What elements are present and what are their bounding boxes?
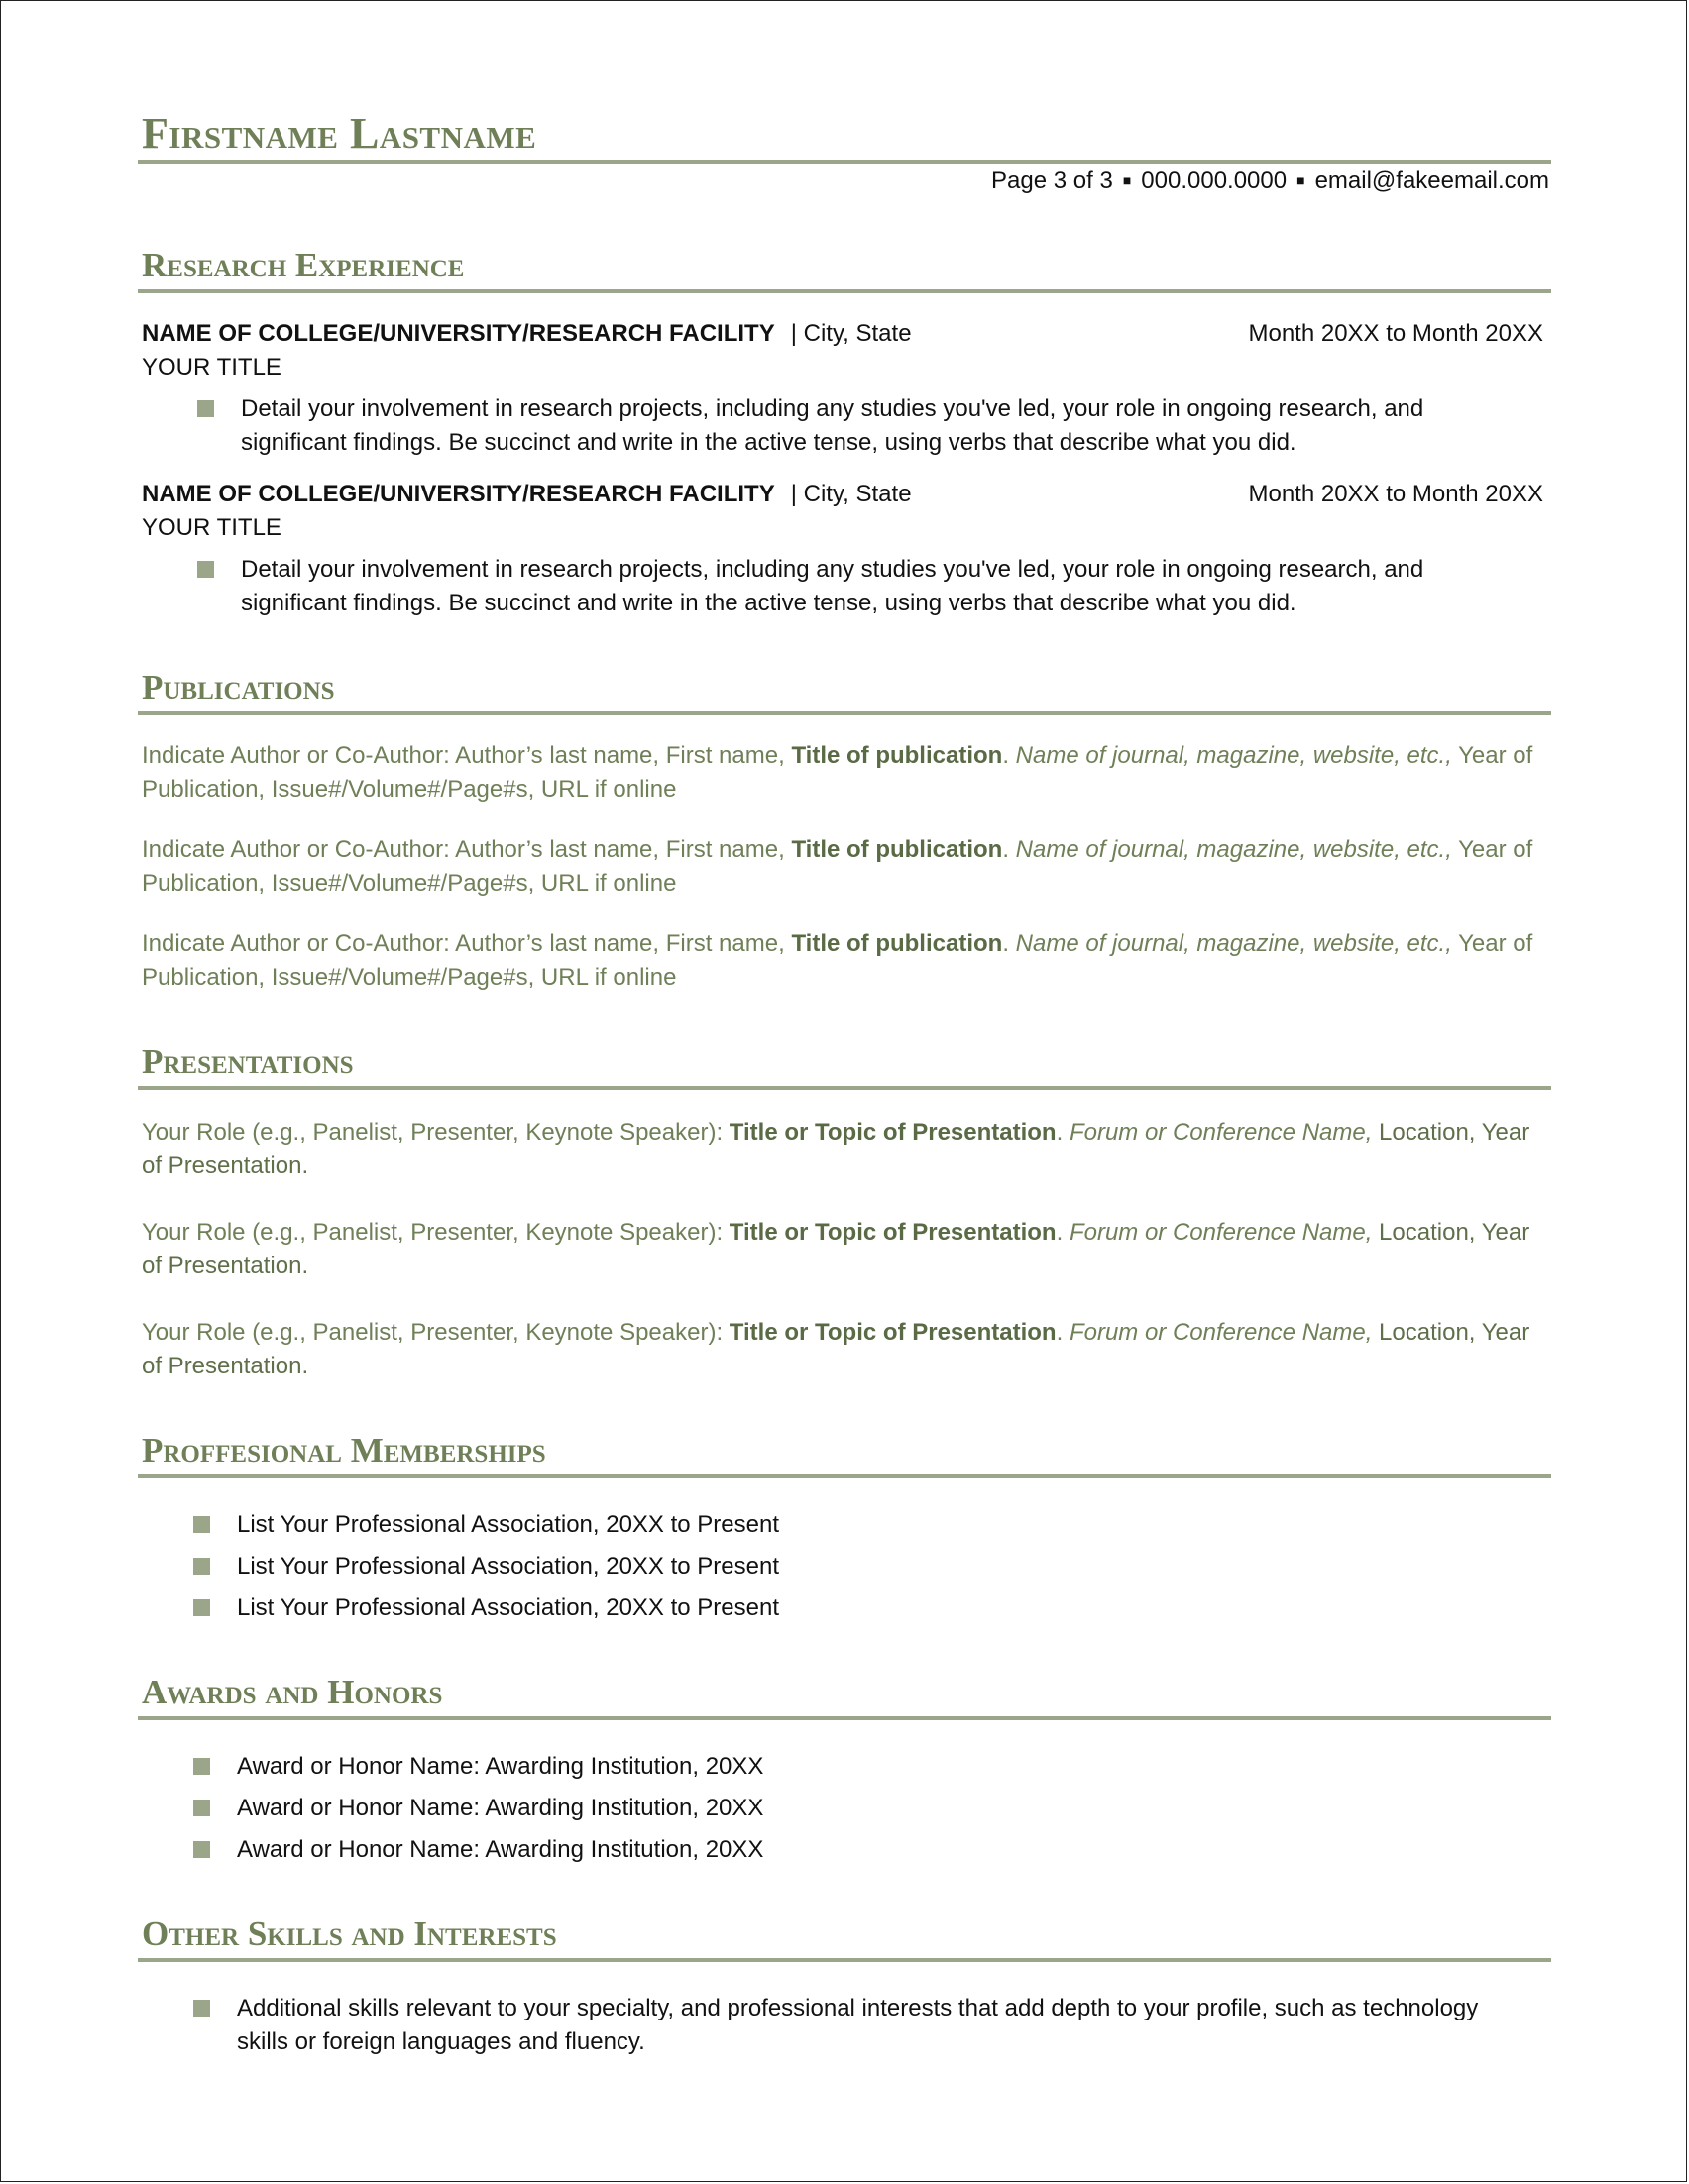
publication-item xyxy=(138,833,1551,901)
awards-list xyxy=(138,1750,1551,1867)
square-bullet-icon xyxy=(193,1841,210,1858)
entry-location: | City, State xyxy=(790,481,912,507)
contact-line xyxy=(138,164,1551,198)
pres-forum: Forum or Conference Name, xyxy=(1069,1119,1373,1146)
entry-org-line xyxy=(142,317,912,351)
memberships-section xyxy=(138,1429,1551,1625)
membership-list xyxy=(138,1508,1551,1625)
bullet-text: List Your Professional Association, 20XX to Present xyxy=(237,1511,779,1538)
list-item xyxy=(138,1992,1551,2059)
pub-author: Indicate Author or Co-Author: Author’s last name, First name, xyxy=(142,742,792,769)
entry-org-line xyxy=(142,478,912,511)
square-bullet-icon xyxy=(193,1516,210,1533)
skills-section xyxy=(138,1912,1551,2059)
bullet-text: Detail your involvement in research projects, including any studies you've led, your role in ongoing research, and significant findings. Be succinct and write in the active tense, using verbs that describe what you did. xyxy=(241,556,1424,616)
pres-punct: . xyxy=(1056,1219,1070,1246)
research-entry xyxy=(138,317,1551,460)
list-item xyxy=(138,1833,1551,1867)
presentation-item xyxy=(138,1116,1551,1183)
publication-list xyxy=(138,739,1551,995)
entry-org: NAME OF COLLEGE/UNIVERSITY/RESEARCH FACILITY xyxy=(142,481,775,507)
pres-title: Title or Topic of Presentation xyxy=(729,1319,1057,1346)
pub-punct: . xyxy=(1002,836,1016,863)
research-section xyxy=(138,244,1551,620)
bullet-text: List Your Professional Association, 20XX to Present xyxy=(237,1594,779,1621)
section-title-awards: Awards and Honors xyxy=(142,1673,443,1711)
square-bullet-icon xyxy=(193,1800,210,1816)
square-bullet-icon xyxy=(193,1758,210,1775)
entry-role: YOUR TITLE xyxy=(142,354,282,381)
separator-icon: ■ xyxy=(1122,172,1132,188)
section-rule xyxy=(138,1958,1551,1962)
pres-role: Your Role (e.g., Panelist, Presenter, Keynote Speaker): xyxy=(142,1119,730,1146)
phone-number: 000.000.0000 xyxy=(1141,167,1288,194)
pres-details: Location, Year of Presentation. xyxy=(142,1219,1530,1279)
entry-dates: Month 20XX to Month 20XX xyxy=(1248,481,1543,507)
list-item xyxy=(138,1591,1551,1625)
research-entry xyxy=(138,478,1551,620)
pres-punct: . xyxy=(1056,1119,1070,1146)
pres-forum: Forum or Conference Name, xyxy=(1069,1219,1373,1246)
pub-title: Title of publication xyxy=(791,836,1003,863)
entry-header xyxy=(142,478,1551,511)
section-title-memberships: Proffesional Memberships xyxy=(142,1431,546,1470)
list-item xyxy=(142,392,1551,460)
pub-venue: Name of journal, magazine, website, etc., xyxy=(1015,742,1452,769)
candidate-name: Firstname Lastname xyxy=(142,109,537,158)
section-title-presentations: Presentations xyxy=(142,1042,354,1081)
section-title-publications: Publications xyxy=(142,668,335,707)
pres-role: Your Role (e.g., Panelist, Presenter, Keynote Speaker): xyxy=(142,1219,730,1246)
presentation-item xyxy=(138,1316,1551,1383)
awards-section xyxy=(138,1671,1551,1867)
bullet-text: Detail your involvement in research projects, including any studies you've led, your role in ongoing research, and significant findings. Be succinct and write in the active tense, using verbs that describe what you did. xyxy=(241,395,1424,456)
pres-details: Location, Year of Presentation. xyxy=(142,1119,1530,1179)
pub-title: Title of publication xyxy=(791,930,1003,957)
entry-org: NAME OF COLLEGE/UNIVERSITY/RESEARCH FACILITY xyxy=(142,320,775,347)
entry-role: YOUR TITLE xyxy=(142,514,282,541)
page-number: Page 3 of 3 xyxy=(991,167,1113,194)
entry-location: | City, State xyxy=(790,320,912,347)
square-bullet-icon xyxy=(193,1558,210,1575)
presentation-list xyxy=(138,1116,1551,1383)
pub-details: Year of Publication, Issue#/Volume#/Page#s, URL if online xyxy=(142,930,1533,991)
resume-content xyxy=(138,108,1551,2059)
list-item xyxy=(138,1508,1551,1542)
section-rule xyxy=(138,1716,1551,1720)
publication-item xyxy=(138,739,1551,807)
entry-dates: Month 20XX to Month 20XX xyxy=(1248,320,1543,347)
list-item xyxy=(138,1792,1551,1825)
pub-details: Year of Publication, Issue#/Volume#/Page#s, URL if online xyxy=(142,742,1533,803)
publications-section xyxy=(138,666,1551,995)
section-rule xyxy=(138,711,1551,715)
pres-punct: . xyxy=(1056,1319,1070,1346)
bullet-text: List Your Professional Association, 20XX to Present xyxy=(237,1553,779,1580)
presentation-item xyxy=(138,1216,1551,1283)
separator-icon: ■ xyxy=(1296,172,1305,188)
section-rule xyxy=(138,289,1551,293)
section-rule xyxy=(138,1474,1551,1478)
pres-title: Title or Topic of Presentation xyxy=(729,1119,1057,1146)
pub-venue: Name of journal, magazine, website, etc., xyxy=(1015,930,1452,957)
pub-punct: . xyxy=(1002,742,1016,769)
square-bullet-icon xyxy=(193,1599,210,1616)
pub-author: Indicate Author or Co-Author: Author’s last name, First name, xyxy=(142,930,792,957)
list-item xyxy=(138,1550,1551,1583)
bullet-text: Award or Honor Name: Awarding Institution, 20XX xyxy=(237,1753,764,1780)
bullet-text: Award or Honor Name: Awarding Institution, 20XX xyxy=(237,1795,764,1821)
list-item xyxy=(138,1750,1551,1784)
list-item xyxy=(142,553,1551,620)
entry-bullets xyxy=(142,392,1551,460)
skills-list xyxy=(138,1992,1551,2059)
pub-punct: . xyxy=(1002,930,1016,957)
pub-details: Year of Publication, Issue#/Volume#/Page#s, URL if online xyxy=(142,836,1533,897)
section-rule xyxy=(138,1086,1551,1090)
publication-item xyxy=(138,928,1551,995)
pres-details: Location, Year of Presentation. xyxy=(142,1319,1530,1379)
pres-role: Your Role (e.g., Panelist, Presenter, Keynote Speaker): xyxy=(142,1319,730,1346)
entry-header xyxy=(142,317,1551,351)
pres-title: Title or Topic of Presentation xyxy=(729,1219,1057,1246)
square-bullet-icon xyxy=(193,2000,210,2017)
pres-forum: Forum or Conference Name, xyxy=(1069,1319,1373,1346)
pub-title: Title of publication xyxy=(791,742,1003,769)
pub-author: Indicate Author or Co-Author: Author’s last name, First name, xyxy=(142,836,792,863)
email-address: email@fakeemail.com xyxy=(1314,167,1549,194)
bullet-text: Additional skills relevant to your specialty, and professional interests that add depth to your profile, such as technology skills or foreign languages and fluency. xyxy=(237,1995,1479,2055)
square-bullet-icon xyxy=(197,561,214,578)
section-title-research: Research Experience xyxy=(142,246,465,284)
entry-bullets xyxy=(142,553,1551,620)
bullet-text: Award or Honor Name: Awarding Institution, 20XX xyxy=(237,1836,764,1863)
pub-venue: Name of journal, magazine, website, etc., xyxy=(1015,836,1452,863)
square-bullet-icon xyxy=(197,400,214,417)
presentations-section xyxy=(138,1040,1551,1383)
section-title-skills: Other Skills and Interests xyxy=(142,1914,557,1953)
